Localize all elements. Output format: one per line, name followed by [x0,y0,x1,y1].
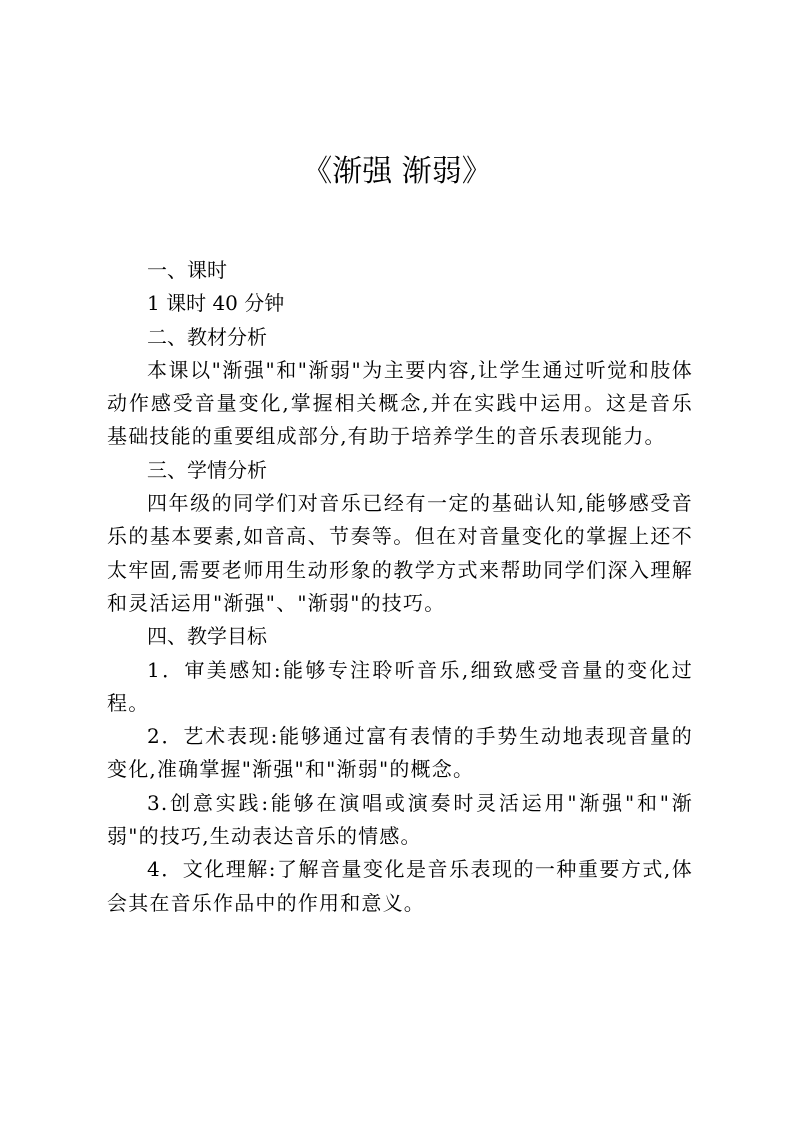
section-heading-learner-analysis: 三、学情分析 [147,457,267,482]
class-hours-text: 1 课时 40 分钟 [147,291,285,316]
section-heading-class-hours: 一、课时 [147,258,227,282]
document-title: 《渐强 渐弱》 [302,154,492,189]
textbook-analysis-paragraph: 本课以"渐强"和"渐弱"为主要内容,让学生通过听觉和肢体动作感受音量变化,掌握相关概念,并在实践中运用。这是音乐基础技能的重要组成部分,有助于培养学生的音乐表现能力。 [107,357,693,449]
objective-aesthetic-perception: 1．审美感知:能够专注聆听音乐,细致感受音量的变化过程。 [107,657,693,715]
section-heading-textbook-analysis: 二、教材分析 [147,324,267,349]
objective-cultural-understanding: 4．文化理解:了解音量变化是音乐表现的一种重要方式,体会其在音乐作品中的作用和意义。 [107,857,693,915]
section-heading-teaching-objectives: 四、教学目标 [147,624,267,649]
document-body [107,254,693,920]
objective-artistic-expression: 2．艺术表现:能够通过富有表情的手势生动地表现音量的变化,准确掌握"渐强"和"渐弱"的概念。 [107,724,693,782]
learner-analysis-paragraph: 四年级的同学们对音乐已经有一定的基础认知,能够感受音乐的基本要素,如音高、节奏等。但在对音量变化的掌握上还不太牢固,需要老师用生动形象的教学方式来帮助同学们深入理解和灵活运用"渐强"、"渐弱"的技巧。 [107,491,693,615]
objective-creative-practice: 3.创意实践:能够在演唱或演奏时灵活运用"渐强"和"渐弱"的技巧,生动表达音乐的情感。 [107,790,693,849]
